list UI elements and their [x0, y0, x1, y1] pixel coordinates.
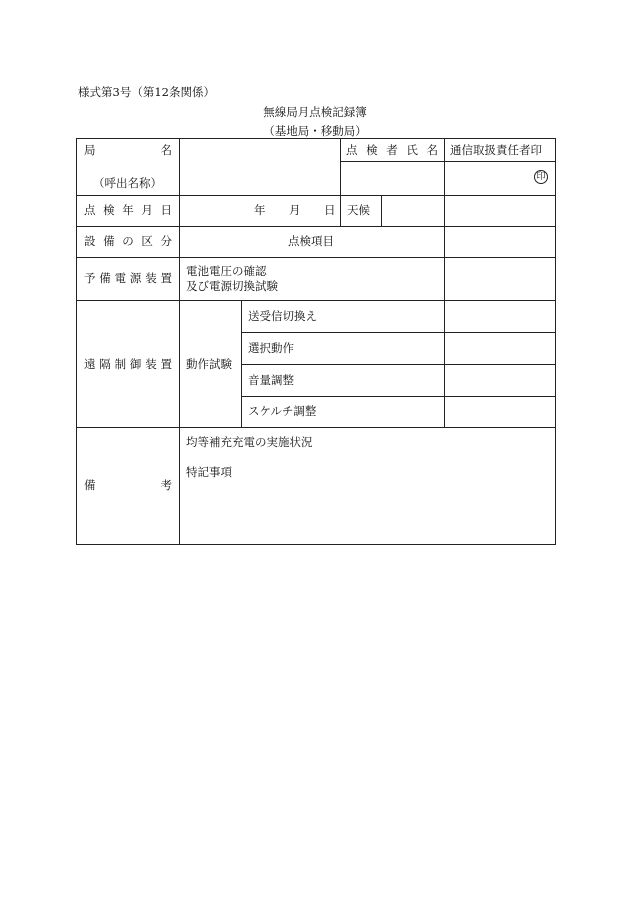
label-char: 日	[160, 203, 172, 217]
operation-test-label: 動作試験	[186, 357, 232, 371]
label-char: 置	[160, 271, 172, 285]
label-char: 備	[99, 271, 111, 285]
remarks-label	[84, 478, 172, 493]
row-rule	[241, 396, 556, 397]
form-number: 様式第3号（第12条関係）	[78, 85, 215, 99]
row-rule	[241, 332, 556, 333]
label-char: 置	[160, 357, 172, 371]
row-rule	[76, 300, 556, 301]
remarks-equalizing-charge: 均等補充充電の実施状況	[186, 435, 313, 449]
label-char: 源	[129, 271, 142, 285]
column-rule	[340, 138, 341, 195]
row-rule	[241, 364, 556, 365]
label-char: 局	[84, 143, 96, 157]
column-rule	[241, 300, 242, 427]
remote-item-selective-operation: 選択動作	[248, 341, 294, 355]
label-char: 隔	[99, 357, 111, 371]
label-char: 点	[346, 143, 358, 157]
label-char: 電	[114, 271, 127, 285]
label-char: 氏	[406, 143, 418, 157]
row-rule	[340, 161, 556, 162]
month-unit: 月	[289, 203, 301, 217]
label-char: 名	[426, 143, 438, 157]
remote-item-tx-rx-switch: 送受信切換え	[248, 309, 317, 323]
label-char: 装	[145, 271, 157, 285]
equipment-category-label	[84, 234, 172, 249]
inspection-date-label	[84, 203, 172, 218]
row-rule	[76, 427, 556, 428]
station-name-label	[84, 143, 172, 158]
year-unit: 年	[254, 203, 266, 217]
label-char: 検	[103, 203, 115, 217]
row-rule	[76, 257, 556, 258]
label-char: 区	[141, 234, 153, 248]
row-rule	[76, 195, 556, 196]
column-rule	[179, 138, 180, 545]
call-sign-label: （呼出名称）	[93, 176, 162, 190]
document-title: 無線局月点検記録簿	[263, 105, 367, 119]
backup-power-item-line2: 及び電源切換試験	[186, 279, 278, 293]
column-rule	[444, 138, 445, 427]
day-unit: 日	[324, 203, 336, 217]
manager-seal-label: 通信取扱責任者印	[450, 143, 542, 157]
column-rule	[381, 195, 382, 226]
remote-control-label	[84, 357, 172, 372]
label-char: 制	[114, 357, 127, 371]
document-subtitle: （基地局・移動局）	[263, 124, 367, 138]
column-rule	[340, 195, 341, 226]
remote-item-volume-adjust: 音量調整	[248, 373, 294, 387]
label-char: 備	[84, 478, 96, 492]
label-char: 装	[145, 357, 157, 371]
remote-item-squelch-adjust: スケルチ調整	[248, 404, 317, 418]
backup-power-label	[84, 271, 172, 286]
label-char: 備	[103, 234, 115, 248]
label-char: 遠	[84, 357, 96, 371]
label-char: 設	[84, 234, 96, 248]
label-char: 月	[141, 203, 153, 217]
backup-power-item-line1: 電池電圧の確認	[186, 264, 267, 278]
label-char: の	[122, 234, 134, 248]
label-char: 考	[160, 478, 172, 492]
row-rule	[76, 226, 556, 227]
inspector-name-label	[346, 143, 438, 158]
label-char: 点	[84, 203, 96, 217]
remarks-special-notes: 特記事項	[186, 465, 232, 479]
label-char: 分	[160, 234, 172, 248]
inspection-items-label: 点検項目	[288, 234, 334, 248]
label-char: 者	[386, 143, 398, 157]
label-char: 名	[160, 143, 172, 157]
seal-mark-icon: 印	[534, 170, 548, 184]
label-char: 予	[84, 271, 96, 285]
label-char: 検	[366, 143, 378, 157]
label-char: 御	[129, 357, 142, 371]
weather-label: 天候	[347, 203, 370, 217]
label-char: 年	[122, 203, 134, 217]
